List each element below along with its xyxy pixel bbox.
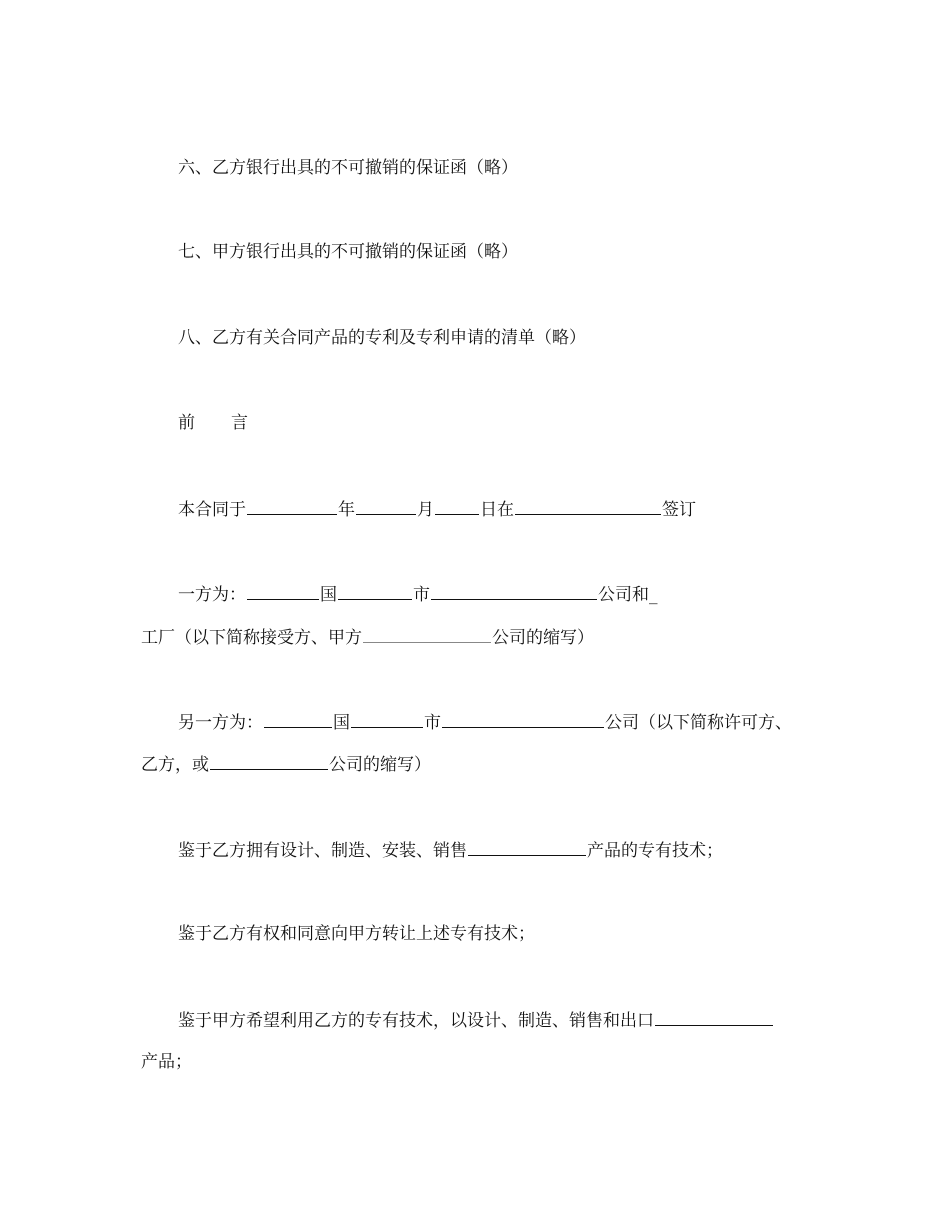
- preface-heading-left: 前: [178, 413, 195, 433]
- whereas-1-end: 产品的专有技术；: [587, 841, 723, 861]
- preface-heading: [178, 412, 248, 434]
- party-a-country: 国: [320, 585, 337, 605]
- appendix-item-8: 八、乙方有关合同产品的专利及专利申请的清单（略）: [178, 328, 586, 348]
- whereas-3-product-blank: [655, 1008, 773, 1026]
- signing-prefix: 本合同于: [178, 500, 246, 520]
- appendix-item-7: 七、甲方银行出具的不可撤销的保证函（略）: [178, 242, 518, 262]
- party-b-line-1: [178, 710, 792, 734]
- party-a-company-and: 公司和: [598, 585, 649, 605]
- whereas-1: [178, 838, 723, 862]
- party-a-company-blank: [431, 582, 597, 600]
- party-b-city: 市: [424, 713, 441, 733]
- signing-line: [178, 497, 696, 521]
- whereas-1-start: 鉴于乙方拥有设计、制造、安装、销售: [178, 841, 467, 861]
- party-b-line-2: [141, 752, 431, 776]
- signing-place-blank: [515, 497, 661, 515]
- signing-suffix: 签订: [662, 500, 696, 520]
- party-a-abbr-blank: [363, 625, 491, 643]
- signing-date-blank: [247, 497, 337, 515]
- whereas-3-line-1: [178, 1008, 774, 1032]
- signing-month-blank: [356, 497, 416, 515]
- party-b-country: 国: [333, 713, 350, 733]
- party-b-line2-start: 乙方，或: [141, 755, 209, 775]
- party-b-line2-end: 公司的缩写）: [329, 755, 431, 775]
- party-b-company-blank: [442, 710, 604, 728]
- signing-year: 年: [338, 500, 355, 520]
- party-a-line-2: [141, 625, 594, 649]
- appendix-item-6: 六、乙方银行出具的不可撤销的保证函（略）: [178, 158, 518, 178]
- signing-month: 月: [417, 500, 434, 520]
- preface-heading-right: 言: [231, 413, 248, 433]
- party-a-line-1: [178, 582, 658, 606]
- party-b-company: 公司（以下简称许可方、: [605, 713, 792, 733]
- party-a-city: 市: [413, 585, 430, 605]
- party-a-line2-end: 公司的缩写）: [492, 628, 594, 648]
- party-a-city-blank: [338, 582, 412, 600]
- signing-day-blank: [435, 497, 479, 515]
- whereas-3-line-2: 产品；: [141, 1052, 192, 1072]
- party-b-country-blank: [264, 710, 332, 728]
- signing-day: 日在: [480, 500, 514, 520]
- whereas-2: 鉴于乙方有权和同意向甲方转让上述专有技术；: [178, 924, 535, 944]
- party-b-prefix: 另一方为：: [178, 713, 263, 733]
- party-a-line2-start: 工厂（以下简称接受方、甲方: [141, 628, 362, 648]
- whereas-3-start: 鉴于甲方希望利用乙方的专有技术，以设计、制造、销售和出口: [178, 1011, 654, 1031]
- party-a-trailing: _: [649, 585, 658, 605]
- party-a-country-blank: [247, 582, 319, 600]
- party-b-abbr-blank: [210, 752, 328, 770]
- whereas-1-product-blank: [468, 838, 586, 856]
- party-a-prefix: 一方为：: [178, 585, 246, 605]
- party-b-city-blank: [351, 710, 423, 728]
